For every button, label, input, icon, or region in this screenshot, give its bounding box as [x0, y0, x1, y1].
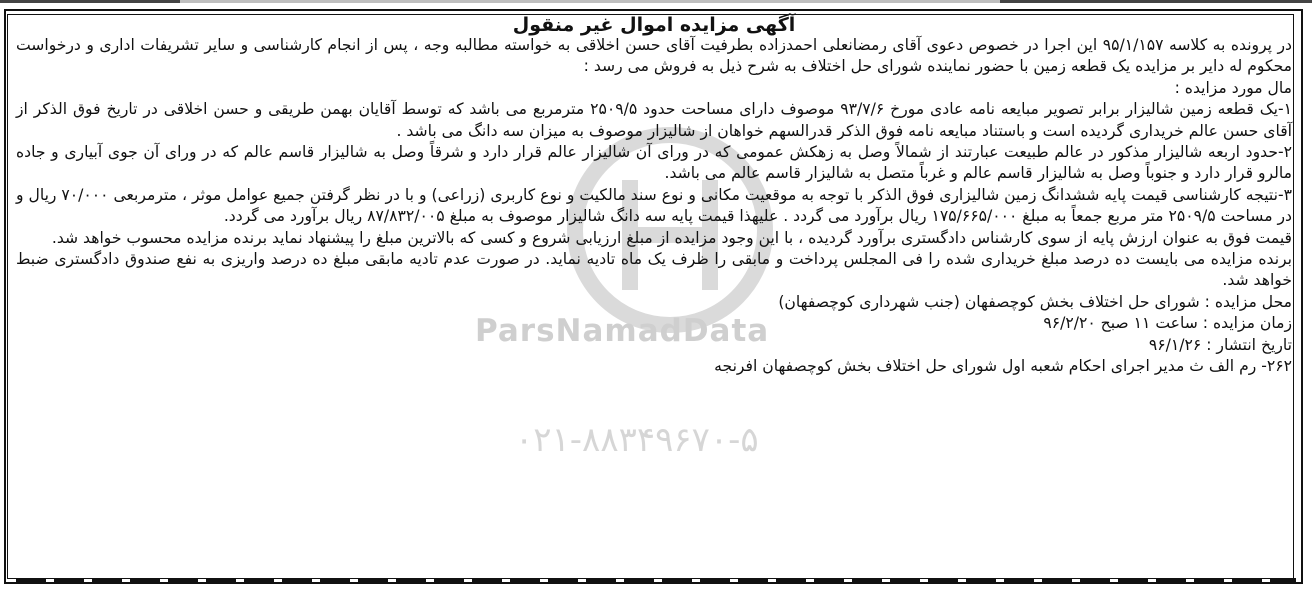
- top-strip-segment: [0, 0, 180, 3]
- auction-time: زمان مزایده : ساعت ۱۱ صبح ۹۶/۲/۲۰: [1043, 314, 1292, 333]
- notice-paragraph: قیمت فوق به عنوان ارزش پایه از سوی کارشناس دادگستری برآورد گردیده ، با این وجود مزایده از مبلغ ارزیابی شروع و کسی که بالاترین مبلغ را پیشنهاد نماید برنده مزایده محسوب خواهد شد.: [51, 228, 1292, 247]
- top-border-strip: [0, 0, 1312, 3]
- notice-title: آگهی مزایده اموال غیر منقول: [512, 14, 796, 36]
- notice-signature: ۲۶۲- رم الف ث مدیر اجرای احکام شعبه اول شورای حل اختلاف بخش کوچصفهان افرنجه: [714, 357, 1292, 376]
- auction-notice: [16, 14, 1293, 378]
- notice-paragraph: مال مورد مزایده :: [1174, 78, 1292, 97]
- auction-location: محل مزایده : شورای حل اختلاف بخش کوچصفهان (جنب شهرداری کوچصفهان): [778, 292, 1292, 311]
- bottom-dashed-divider: [16, 578, 1296, 582]
- watermark-phone: ۰۲۱-۸۸۳۴۹۶۷۰-۵: [515, 420, 759, 460]
- notice-paragraph: ۳-نتیجه کارشناسی قیمت پایه ششدانگ زمین شالیزاری فوق الذکر با توجه به موقعیت مکانی و نوع سند مالکیت و نوع کاربری (زراعی) و با در نظر گرفتن جمیع عوامل موثر ، مترمربعی ۷۰/۰۰۰ ریال و در مساحت ۲۵۰۹/۵ متر مربع جمعاً به مبلغ ۱۷۵/۶۶۵/۰۰۰ ریال برآورد می گردد . علیهذا قیمت پایه سه دانگ شالیزار موصوف به مبلغ ۸۷/۸۳۲/۰۰۵ ریال برآورد می گردد.: [16, 185, 1292, 226]
- notice-paragraph: در پرونده به کلاسه ۹۵/۱/۱۵۷ این اجرا در خصوص دعوی آقای رمضانعلی احمدزاده بطرفیت آقای حسن اخلاقی به خواسته مطالبه وجه ، پس از انجام کارشناسی و سایر تشریفات اداری و درخواست محکوم له دایر بر مزایده یک قطعه زمین با حضور نماینده شورای حل اختلاف به شرح ذیل به فروش می رسد :: [16, 36, 1292, 76]
- top-strip-segment: [1000, 0, 1312, 3]
- notice-paragraph: ۲-حدود اربعه شالیزار مذکور در عالم طبیعت عبارتند از شمالاً وصل به زهکش عمومی که در ورای آن شالیزار عالم قرار دارد و شرقاً وصل به شالیزار قاسم عالم که در ورای آن جوی آبیاری و جاده مالرو قرار دارد و جنوباً وصل به شالیزار قاسم عالم و غرباً متصل به شالیزار قاسم عالم می باشد.: [16, 143, 1292, 183]
- watermark-brand: ParsNamadData: [475, 313, 770, 349]
- publish-date: تاریخ انتشار : ۹۶/۱/۲۶: [1148, 335, 1292, 354]
- notice-paragraph: برنده مزایده می بایست ده درصد مبلغ خریداری شده را فی المجلس پرداخت و مابقی را ظرف یک ماه تادیه نماید. در صورت عدم تادیه مابقی مبلغ ده درصد واریزی به نفع صندوق دادگستری ضبط خواهد شد.: [16, 250, 1292, 290]
- notice-paragraph: ۱-یک قطعه زمین شالیزار برابر تصویر مبایعه نامه عادی مورخ ۹۳/۷/۶ موصوف دارای مساحت حدود ۲۵۰۹/۵ مترمربع می باشد که توسط آقایان بهمن طریقی و حسن اخلاقی در تاریخ فوق الذکر از آقای حسن عالم خریداری گردیده است و باستناد مبایعه نامه فوق الذکر قدرالسهم خواهان از شالیزار موصوف به میزان سه دانگ می باشد .: [16, 100, 1293, 140]
